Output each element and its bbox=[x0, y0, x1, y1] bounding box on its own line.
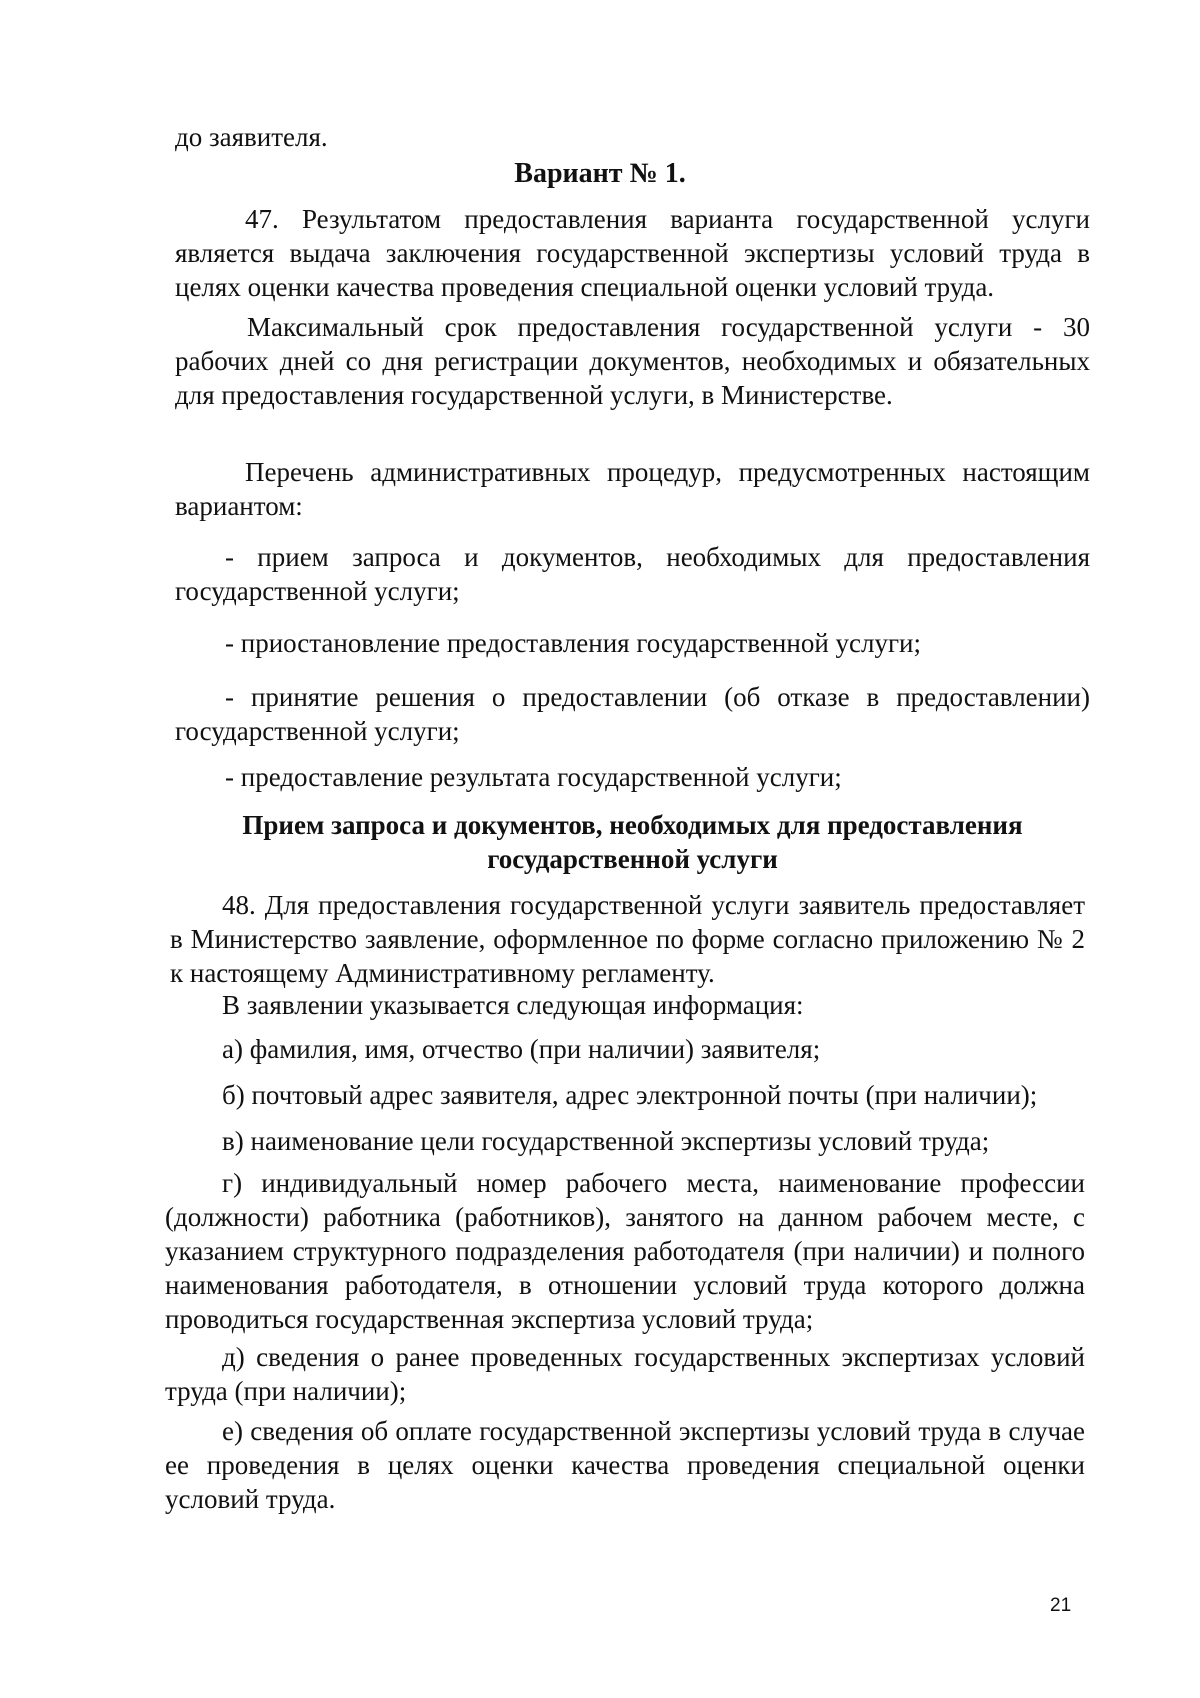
info-item: в) наименование цели государственной экспертизы условий труда; bbox=[222, 1126, 990, 1156]
procedure-item: - прием запроса и документов, необходимых для предоставления государственной услуги; bbox=[175, 542, 1090, 606]
info-item: б) почтовый адрес заявителя, адрес электронной почты (при наличии); bbox=[222, 1080, 1038, 1110]
section-heading-line2: государственной услуги bbox=[487, 844, 778, 874]
info-item: е) сведения об оплате государственной экспертизы условий труда в случае ее проведения в целях оценки качества проведения специальной оценки условий труда. bbox=[165, 1416, 1085, 1514]
section-heading-line1: Прием запроса и документов, необходимых для предоставления bbox=[242, 810, 1023, 840]
info-item: д) сведения о ранее проведенных государственных экспертизах условий труда (при наличии); bbox=[165, 1342, 1085, 1406]
paragraph-47: 47. Результатом предоставления варианта государственной услуги является выдача заключения государственной экспертизы условий труда в целях оценки качества проведения специальной оценки условий труда. bbox=[175, 204, 1090, 302]
info-item: г) индивидуальный номер рабочего места, наименование профессии (должности) работника (работников), занятого на данном рабочем месте, с указанием структурного подразделения работодателя (при наличии) и полного наименования работодателя, в отношении условий труда которого должна проводиться государственная экспертиза условий труда; bbox=[165, 1168, 1085, 1334]
procedures-intro: Перечень административных процедур, предусмотренных настоящим вариантом: bbox=[175, 457, 1090, 521]
info-item: а) фамилия, имя, отчество (при наличии) заявителя; bbox=[222, 1034, 821, 1064]
page-number: 21 bbox=[1050, 1595, 1072, 1616]
continuation-text: до заявителя. bbox=[175, 122, 328, 152]
info-intro: В заявлении указывается следующая информация: bbox=[222, 990, 804, 1020]
procedure-item: - приостановление предоставления государственной услуги; bbox=[225, 628, 922, 658]
max-term-paragraph: Максимальный срок предоставления государственной услуги - 30 рабочих дней со дня регистрации документов, необходимых и обязательных для предоставления государственной услуги, в Министерстве. bbox=[175, 312, 1090, 410]
variant-heading: Вариант № 1. bbox=[514, 158, 686, 189]
procedure-item: - принятие решения о предоставлении (об отказе в предоставлении) государственной услуги; bbox=[175, 682, 1090, 746]
paragraph-48: 48. Для предоставления государственной услуги заявитель предоставляет в Министерство заявление, оформленное по форме согласно приложению № 2 к настоящему Административному регламенту. bbox=[170, 890, 1085, 988]
procedure-item: - предоставление результата государственной услуги; bbox=[225, 762, 842, 792]
